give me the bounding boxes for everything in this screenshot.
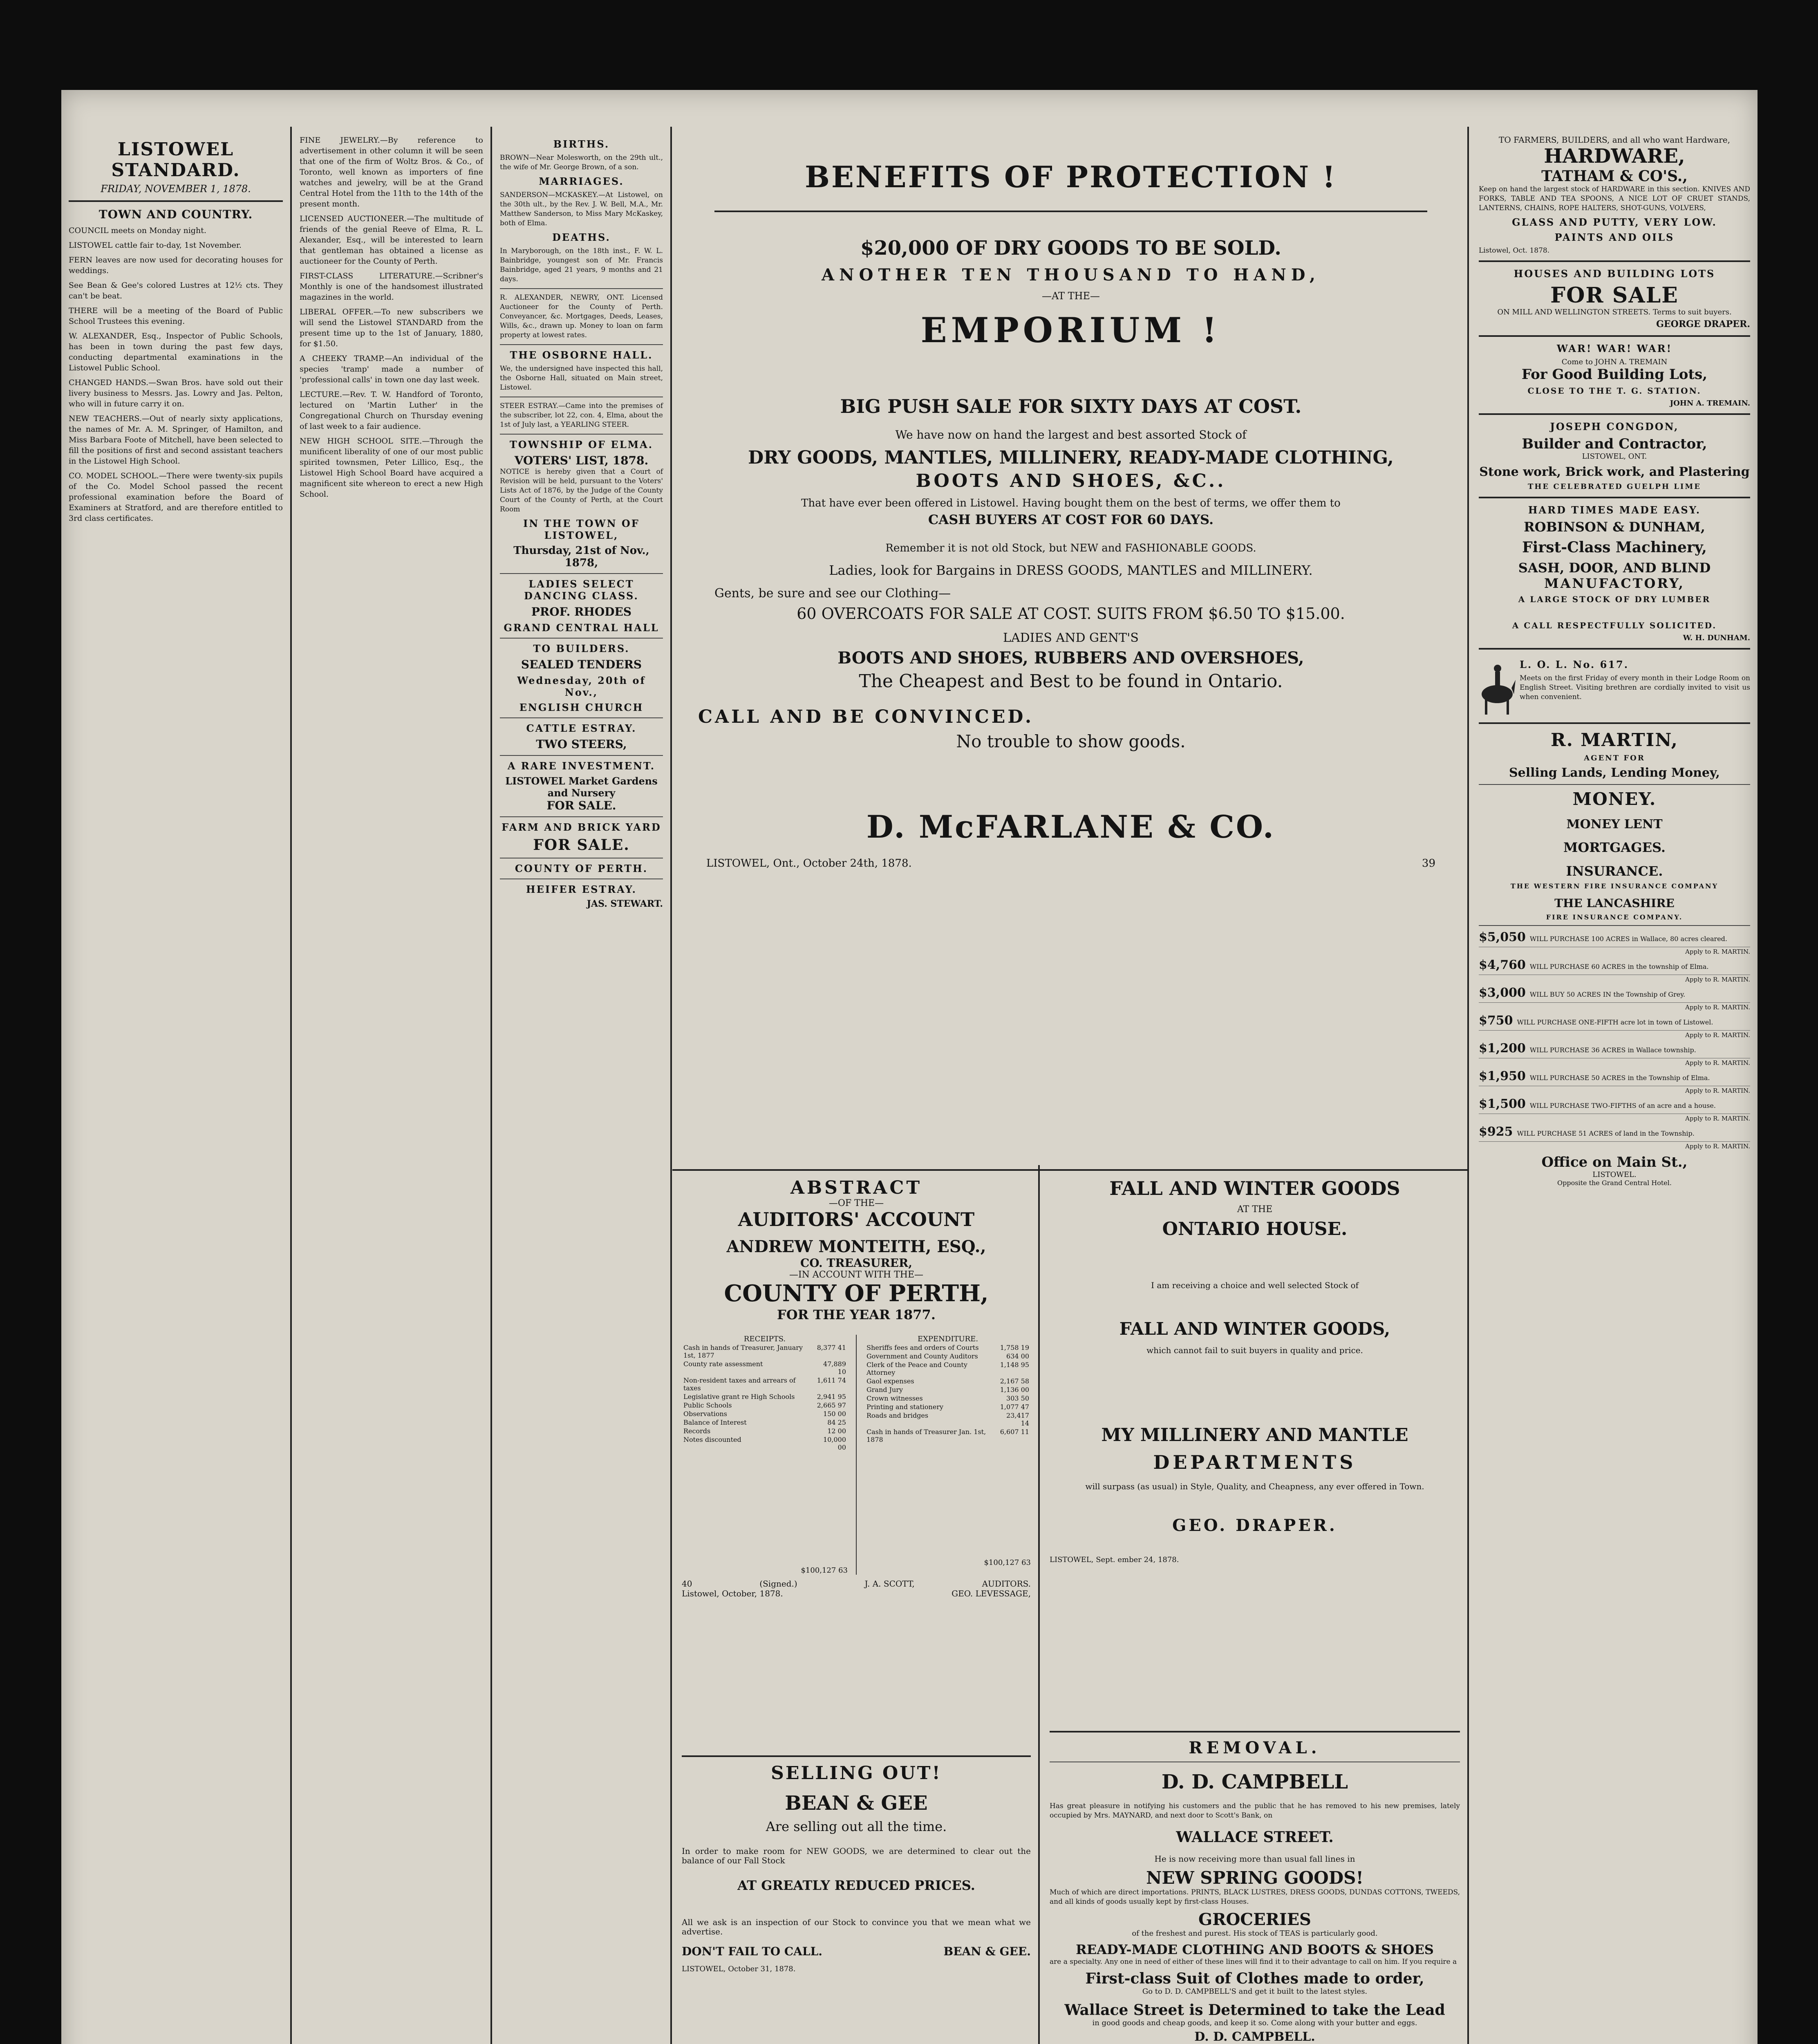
price-text: WILL PURCHASE 36 ACRES in Wallace township.: [1529, 1046, 1696, 1054]
ad-line: CASH BUYERS AT COST FOR 60 DAYS.: [928, 512, 1214, 527]
ad-line: of the freshest and purest. His stock of TEAS is particularly good.: [1132, 1929, 1378, 1938]
ad-title: MORTGAGES.: [1563, 840, 1666, 855]
ad-subheading: WAR! WAR! WAR!: [1556, 343, 1672, 354]
row-amount: 47,889 10: [823, 1360, 846, 1376]
abstract-line: COUNTY OF PERTH,: [724, 1280, 989, 1307]
dateline: FRIDAY, NOVEMBER 1, 1878.: [101, 183, 251, 195]
table-row: [682, 1410, 848, 1418]
row-label: Non-resident taxes and arrears of taxes: [683, 1376, 796, 1392]
ad-line: Come to JOHN A. TREMAIN: [1561, 358, 1668, 366]
notice: SANDERSON—MCKASKEY.—At Listowel, on the 30th ult., by the Rev. J. W. Bell, M.A., Mr. Matthew Sanderson, to Miss Mary McKaskey, both of Elma.: [500, 191, 663, 227]
news-item: FINE JEWELRY.—By reference to advertisement in other column it will be seen that one of the firm of Woltz Bros. & Co., of Toronto, well known as importers of fine watches and jewelry, will be at the Grand Central Hotel from the 11th to the 14th of the present month.: [300, 136, 483, 208]
price-amount: $1,500: [1479, 1097, 1526, 1111]
ad-title: BEAN & GEE: [785, 1792, 928, 1815]
ad-heading: THE OSBORNE HALL.: [510, 349, 653, 361]
ontario-house-ad: [1042, 1177, 1467, 1717]
ad-subheading: HARD TIMES MADE EASY.: [1528, 504, 1701, 516]
receipts-heading: RECEIPTS.: [743, 1335, 786, 1343]
ad-line: ANOTHER TEN THOUSAND TO HAND,: [822, 265, 1320, 285]
ad-line: TO FARMERS, BUILDERS, and all who want Hardware,: [1499, 135, 1730, 145]
ad-title: HARDWARE,: [1544, 145, 1685, 168]
ad-line: CALL AND BE CONVINCED.: [698, 706, 1034, 727]
row-label: County rate assessment: [683, 1360, 763, 1368]
mcfarlane-ad: [674, 135, 1467, 1165]
ad-line: That have ever been offered in Listowel. Having bought them on the best of terms, we offer them to: [801, 497, 1341, 509]
price-text: WILL PURCHASE 50 ACRES in the Township of Elma.: [1529, 1074, 1710, 1082]
ad-subheading: COUNTY OF PERTH.: [515, 863, 648, 874]
ad-title: MANUFACTORY,: [1544, 576, 1685, 591]
auditors-abstract: [674, 1177, 1038, 1741]
ad-text: NOTICE is hereby given that a Court of Revision will be held, pursuant to the Voters' Lists Act of 1876, by the Judge of the County Court of the County of Perth, at the Court Room: [500, 468, 663, 513]
ad-text: We, the undersigned have inspected this hall, the Osborne Hall, situated on Main street, Listowel.: [500, 365, 663, 392]
row-label: Government and County Auditors: [866, 1352, 978, 1360]
ad-title: DEPARTMENTS: [1153, 1451, 1357, 1473]
ad-subheading: REMOVAL.: [1189, 1738, 1321, 1757]
section-heading: TOWN AND COUNTRY.: [99, 208, 253, 221]
ad-subheading: PAINTS AND OILS: [1554, 231, 1675, 243]
price-item: [1479, 1125, 1750, 1142]
row-amount: 2,941 95: [817, 1393, 846, 1401]
ad-title: SASH, DOOR, AND BLIND: [1518, 560, 1711, 576]
table-row: [865, 1411, 1031, 1428]
price-text: WILL PURCHASE ONE-FIFTH acre lot in town of Listowel.: [1517, 1018, 1713, 1026]
ad-line: AT GREATLY REDUCED PRICES.: [737, 1878, 975, 1893]
ad-subheading: TOWNSHIP OF ELMA.: [509, 439, 654, 450]
price-amount: $4,760: [1479, 958, 1526, 972]
table-row: [865, 1352, 1031, 1360]
row-label: Crown witnesses: [866, 1394, 923, 1402]
column-rule: [1038, 1165, 1040, 2044]
ad-text: STEER ESTRAY.—Came into the premises of the subscriber, lot 22, con. 4, Elma, about the 1st of July last, a YEARLING STEER.: [500, 402, 663, 429]
column-rule: [490, 127, 492, 2044]
row-amount: 634 00: [1006, 1352, 1029, 1360]
horseman-icon: [1479, 655, 1516, 717]
ad-title: MONEY.: [1572, 789, 1657, 809]
news-item: A CHEEKY TRAMP.—An individual of the species 'tramp' made a number of 'professional calls' in town one day last week.: [300, 354, 483, 384]
ad-title: ROBINSON & DUNHAM,: [1524, 519, 1705, 535]
ad-subheading: A RARE INVESTMENT.: [507, 760, 656, 772]
ad-line: $20,000 OF DRY GOODS TO BE SOLD.: [860, 237, 1281, 260]
ad-line: Opposite the Grand Central Hotel.: [1557, 1179, 1672, 1187]
ad-heading: TWO STEERS,: [536, 737, 627, 751]
ad-text: All we ask is an inspection of our Stock to convince you that we mean what we advertise.: [682, 1917, 1031, 1936]
row-label: Observations: [683, 1410, 727, 1418]
table-row: [682, 1343, 848, 1360]
ad-line: BIG PUSH SALE FOR SIXTY DAYS AT COST.: [840, 395, 1302, 417]
ad-number: 39: [1422, 857, 1435, 870]
expenditure-total: $100,127 63: [984, 1558, 1031, 1567]
ad-subheading: GLASS AND PUTTY, VERY LOW.: [1512, 216, 1717, 228]
receipts-table: [682, 1343, 848, 1452]
price-item: [1479, 1013, 1750, 1031]
row-amount: 1,758 19: [1000, 1344, 1029, 1351]
firm-name: D. McFARLANE & CO.: [866, 809, 1276, 845]
ad-heading: PROF. RHODES: [531, 605, 632, 619]
ad-title: TATHAM & CO'S.,: [1541, 168, 1688, 185]
price-text: WILL PURCHASE 100 ACRES in Wallace, 80 acres cleared.: [1529, 935, 1727, 943]
row-amount: 23,417 14: [1006, 1412, 1029, 1427]
ad-title: Selling Lands, Lending Money,: [1509, 766, 1720, 780]
column-3: [493, 135, 670, 2044]
ad-signature: GEO. DRAPER.: [1172, 1516, 1337, 1535]
ad-line: LISTOWEL.: [1592, 1170, 1637, 1179]
price-text: WILL PURCHASE 60 ACRES in the township of Elma.: [1529, 963, 1709, 970]
ad-heading: FOR SALE.: [546, 799, 616, 812]
price-amount: $3,000: [1479, 986, 1526, 1000]
column-rule: [290, 127, 292, 2044]
masthead: LISTOWEL STANDARD.: [111, 139, 240, 181]
price-apply: Apply to R. MARTIN.: [1685, 1031, 1750, 1039]
news-item: LIBERAL OFFER.—To new subscribers we will send the Listowel STANDARD from the present time up to the 1st of January, 1880, for $1.50.: [300, 307, 483, 348]
news-item: CO. MODEL SCHOOL.—There were twenty-six pupils of the Co. Model School passed the recent professional examination before the Board of Examiners at Stratford, and are therefore entitled to 3rd class certificates.: [69, 471, 283, 523]
ad-line: LISTOWEL, ONT.: [1582, 452, 1647, 461]
row-amount: 1,148 95: [1000, 1361, 1029, 1369]
ad-title: WALLACE STREET.: [1176, 1829, 1334, 1846]
price-apply: Apply to R. MARTIN.: [1685, 1143, 1750, 1150]
news-item: NEW HIGH SCHOOL SITE.—Through the munificent liberality of one of our most public spirited townsmen, Peter Lillico, Esq., the Listowel High School Board have acquired a magnificent site whereon to erect a new High School.: [300, 437, 483, 499]
table-row: [682, 1418, 848, 1427]
ad-line: ON MILL AND WELLINGTON STREETS. Terms to suit buyers.: [1497, 308, 1732, 316]
right-column: [1471, 135, 1758, 2044]
ad-text: Keep on hand the largest stock of HARDWARE in this section. KNIVES AND FORKS, TABLE AND TEA SPOONS, A NICE LOT OF CRUET STANDS, LANTERNS, CHAINS, ROPE HALTERS, SHOT-GUNS, VOLVERS,: [1479, 185, 1750, 212]
price-item: [1479, 958, 1750, 975]
ad-subheading: ENGLISH CHURCH: [519, 702, 644, 713]
ad-line: Ladies, look for Bargains in DRESS GOODS, MANTLES and MILLINERY.: [829, 563, 1313, 578]
abstract-line: CO. TREASURER,: [800, 1256, 912, 1270]
ad-dateline: Listowel, Oct. 1878.: [1479, 247, 1550, 255]
table-row: [682, 1376, 848, 1392]
row-amount: 10,000 00: [823, 1436, 846, 1451]
price-item: [1479, 1069, 1750, 1086]
ad-title: MY MILLINERY AND MANTLE: [1101, 1425, 1408, 1446]
price-apply: Apply to R. MARTIN.: [1685, 1087, 1750, 1094]
row-amount: 1,611 74: [817, 1376, 846, 1384]
news-item: See Bean & Gee's colored Lustres at 12½ cts. They can't be beat.: [69, 281, 283, 300]
ad-subheading: HOUSES AND BUILDING LOTS: [1514, 268, 1715, 280]
ad-title: For Good Building Lots,: [1521, 366, 1708, 383]
news-item: LISTOWEL cattle fair to-day, 1st November.: [69, 241, 242, 250]
news-item: FIRST-CLASS LITERATURE.—Scribner's Monthly is one of the handsomest illustrated magazines in the world.: [300, 271, 483, 302]
price-item: [1479, 1097, 1750, 1114]
ad-line: Gents, be sure and see our Clothing—: [714, 586, 951, 601]
ad-subheading: FIRE INSURANCE COMPANY.: [1546, 913, 1683, 921]
ad-line: He is now receiving more than usual fall lines in: [1154, 1854, 1355, 1864]
price-amount: $1,200: [1479, 1041, 1526, 1056]
ad-title: SELLING OUT!: [771, 1763, 942, 1784]
news-item: FERN leaves are now used for decorating houses for weddings.: [69, 256, 283, 275]
ad-title: BENEFITS OF PROTECTION !: [805, 159, 1337, 194]
row-label: Gaol expenses: [866, 1377, 914, 1385]
row-label: Sheriffs fees and orders of Courts: [866, 1344, 979, 1351]
news-item: CHANGED HANDS.—Swan Bros. have sold out their livery business to Messrs. Jas. Lowry and Jas. Pelton, who will in future carry it on.: [69, 378, 283, 408]
ad-title: INSURANCE.: [1566, 863, 1663, 879]
price-apply: Apply to R. MARTIN.: [1685, 976, 1750, 983]
campbell-ad: [1042, 1725, 1467, 2044]
signature: JAS. STEWART.: [587, 899, 663, 909]
ad-subheading: THE WESTERN FIRE INSURANCE COMPANY: [1510, 882, 1719, 890]
ad-dateline: LISTOWEL, October 31, 1878.: [682, 1965, 796, 1973]
table-row: [865, 1343, 1031, 1352]
ad-heading: Thursday, 21st of Nov., 1878,: [513, 545, 649, 569]
news-item: COUNCIL meets on Monday night.: [69, 226, 206, 235]
table-row: [865, 1377, 1031, 1385]
news-item: W. ALEXANDER, Esq., Inspector of Public Schools, has been in town during the past few days, conducting departmental examinations in the Listowel Public School.: [69, 332, 283, 372]
abstract-title: ABSTRACT: [790, 1177, 922, 1198]
ad-title: FOR SALE: [1550, 283, 1679, 308]
ad-line: I am receiving a choice and well selected Stock of: [1151, 1280, 1359, 1290]
row-label: Cash in hands of Treasurer, January 1st, 1877: [683, 1344, 803, 1359]
ad-subheading: CLOSE TO THE T. G. STATION.: [1527, 386, 1702, 396]
news-item: LECTURE.—Rev. T. W. Handford of Toronto, lectured on 'Martin Luther' in the Congregational Church on Thursday evening of last week to a fair audience.: [300, 390, 483, 431]
row-amount: 1,077 47: [1000, 1403, 1029, 1411]
ad-text: In order to make room for NEW GOODS, we are determined to clear out the balance of our Fall Stock: [682, 1846, 1031, 1865]
ad-signature: D. D. CAMPBELL.: [1194, 2030, 1315, 2044]
row-amount: 2,665 97: [817, 1401, 846, 1409]
ad-line: DON'T FAIL TO CALL.: [682, 1945, 823, 1958]
ad-line: AT THE: [1237, 1204, 1273, 1215]
ad-subheading: LADIES SELECT DANCING CLASS.: [524, 578, 639, 602]
abstract-line: AUDITORS' ACCOUNT: [738, 1208, 975, 1230]
ad-title: THE LANCASHIRE: [1554, 896, 1675, 910]
price-apply: Apply to R. MARTIN.: [1685, 1115, 1750, 1122]
ad-title: Office on Main St.,: [1541, 1154, 1688, 1170]
ad-subheading: FARM AND BRICK YARD: [502, 821, 661, 833]
abstract-number: 40: [682, 1579, 692, 1589]
price-amount: $1,950: [1479, 1069, 1526, 1083]
ad-subheading: THE CELEBRATED GUELPH LIME: [1528, 482, 1701, 491]
price-item: [1479, 986, 1750, 1003]
price-list: [1479, 930, 1750, 1150]
ad-line: BOOTS AND SHOES, &C..: [916, 471, 1226, 491]
ad-line: 60 OVERCOATS FOR SALE AT COST. SUITS FROM $6.50 TO $15.00.: [797, 605, 1345, 623]
ad-subheading: HEIFER ESTRAY.: [526, 883, 637, 895]
table-row: [865, 1403, 1031, 1411]
ad-title: FALL AND WINTER GOODS: [1109, 1177, 1400, 1199]
row-label: Public Schools: [683, 1401, 732, 1409]
abstract-line: ANDREW MONTEITH, ESQ.,: [726, 1237, 986, 1256]
price-text: WILL PURCHASE 51 ACRES of land in the Township.: [1517, 1130, 1695, 1137]
price-text: WILL PURCHASE TWO-FIFTHS of an acre and a house.: [1529, 1102, 1716, 1109]
price-apply: Apply to R. MARTIN.: [1685, 948, 1750, 955]
abstract-dated: Listowel, October, 1878.: [682, 1589, 783, 1598]
table-row: [682, 1427, 848, 1435]
ad-text: are a specialty. Any one in need of either of these lines will find it to their advantage to call on him. If you require a: [1050, 1958, 1457, 1966]
price-item: [1479, 930, 1750, 947]
price-apply: Apply to R. MARTIN.: [1685, 1004, 1750, 1011]
row-amount: 2,167 58: [1000, 1377, 1029, 1385]
price-apply: Apply to R. MARTIN.: [1685, 1059, 1750, 1067]
ad-heading: VOTERS' LIST, 1878.: [514, 454, 649, 467]
section-rule: [672, 1169, 1467, 1171]
ad-title: D. D. CAMPBELL: [1162, 1771, 1348, 1793]
ad-subheading: L. O. L. No. 617.: [1520, 659, 1629, 670]
deaths-heading: DEATHS.: [552, 231, 611, 243]
abstract-line: FOR THE YEAR 1877.: [777, 1307, 936, 1322]
ad-line: Go to D. D. CAMPBELL'S and get it built to the latest styles.: [1142, 1987, 1368, 1996]
receipts-total: $100,127 63: [801, 1566, 848, 1575]
ad-line: We have now on hand the largest and best assorted Stock of: [895, 428, 1247, 442]
marriages-heading: MARRIAGES.: [539, 175, 624, 187]
ad-title: Wallace Street is Determined to take the Lead: [1064, 2001, 1445, 2019]
row-label: Clerk of the Peace and County Attorney: [866, 1361, 967, 1376]
table-row: [865, 1385, 1031, 1394]
ad-heading: FOR SALE.: [533, 836, 630, 854]
ad-title: READY-MADE CLOTHING AND BOOTS & SHOES: [1076, 1942, 1434, 1957]
abstract-sig: GEO. LEVESSAGE,: [952, 1589, 1031, 1598]
table-row: [865, 1428, 1031, 1444]
ad-text: Much of which are direct importations. PRINTS, BLACK LUSTRES, DRESS GOODS, DUNDAS COTTONS, TWEEDS, and all kinds of goods usually kept by first-class Houses.: [1050, 1888, 1460, 1906]
ad-line: in good goods and cheap goods, and keep it so. Come along with your butter and eggs.: [1092, 2019, 1417, 2027]
price-item: [1479, 1041, 1750, 1058]
table-row: [682, 1360, 848, 1376]
price-amount: $750: [1479, 1013, 1513, 1028]
ad-title: NEW SPRING GOODS!: [1146, 1868, 1364, 1888]
expenditure-heading: EXPENDITURE.: [917, 1335, 978, 1343]
ad-subheading: A CALL RESPECTFULLY SOLICITED.: [1512, 621, 1717, 630]
births-heading: BIRTHS.: [553, 138, 610, 150]
abstract-sig: AUDITORS.: [982, 1579, 1031, 1589]
ad-subheading: GRAND CENTRAL HALL: [504, 622, 659, 634]
table-row: [682, 1435, 848, 1452]
price-amount: $925: [1479, 1125, 1513, 1139]
ad-line: LADIES AND GENT'S: [1003, 631, 1139, 645]
row-amount: 150 00: [823, 1410, 846, 1418]
row-label: Notes discounted: [683, 1436, 741, 1443]
abstract-line: —OF THE—: [828, 1198, 884, 1208]
row-label: Grand Jury: [866, 1386, 903, 1394]
table-row: [865, 1394, 1031, 1403]
column-1: [61, 135, 290, 2044]
row-amount: 6,607 11: [1000, 1428, 1029, 1436]
news-item: NEW TEACHERS.—Out of nearly sixty applications, the names of Mr. A. M. Springer, of Hamilton, and Miss Barbara Foote of Mitchell, have been selected to fill the positions of first and second assistant teachers in the Listowel High School.: [69, 414, 283, 466]
column-rule: [1467, 127, 1469, 2044]
notice: In Maryborough, on the 18th inst., F. W. L. Bainbridge, youngest son of Mr. Francis Bainbridge, aged 21 years, 9 months and 21 days.: [500, 247, 663, 283]
ad-line: No trouble to show goods.: [956, 731, 1186, 751]
row-label: Legislative grant re High Schools: [683, 1393, 795, 1401]
ad-subheading: JOSEPH CONGDON,: [1550, 421, 1679, 433]
ad-line: which cannot fail to suit buyers in quality and price.: [1146, 1345, 1363, 1355]
row-amount: 1,136 00: [1000, 1386, 1029, 1394]
ad-subheading: IN THE TOWN OF LISTOWEL,: [523, 518, 640, 541]
news-item: LICENSED AUCTIONEER.—The multitude of friends of the genial Reeve of Elma, R. L. Alexander, Esq., will be interested to learn that gentleman has obtained a license as auctioneer for the County of Perth.: [300, 214, 483, 266]
expenditure-table: [865, 1343, 1031, 1444]
price-text: WILL BUY 50 ACRES IN the Township of Grey.: [1529, 991, 1686, 998]
row-amount: 12 00: [827, 1427, 846, 1435]
row-amount: 84 25: [827, 1419, 846, 1426]
ad-line: DRY GOODS, MANTLES, MILLINERY, READY-MADE CLOTHING,: [748, 447, 1394, 468]
row-amount: 8,377 41: [817, 1344, 846, 1351]
ad-title: MONEY LENT: [1566, 817, 1663, 831]
abstract-line: —IN ACCOUNT WITH THE—: [789, 1270, 924, 1280]
signature: GEORGE DRAPER.: [1656, 319, 1750, 329]
ad-subheading: CATTLE ESTRAY.: [526, 722, 637, 734]
ad-title: Builder and Contractor,: [1522, 436, 1707, 452]
ad-title: First-class Suit of Clothes made to order,: [1085, 1970, 1424, 1987]
ad-text: R. ALEXANDER, NEWRY, ONT. Licensed Auctioneer for the County of Perth. Conveyancer, &c. Mortgages, Deeds, Leases, Wills, &c., drawn up. Money to loan on farm property at lowest rates.: [500, 294, 663, 339]
ad-line: BOOTS AND SHOES, RUBBERS AND OVERSHOES,: [837, 648, 1304, 668]
ad-title: FALL AND WINTER GOODS,: [1119, 1319, 1390, 1339]
ad-text: Meets on the first Friday of every month in their Lodge Room on English Street. Visiting brethren are cordially invited to visit us when convenient.: [1520, 674, 1750, 701]
column-2: [292, 135, 490, 2044]
ad-dateline: LISTOWEL, Sept. ember 24, 1878.: [1050, 1555, 1179, 1564]
notice: BROWN—Near Molesworth, on the 29th ult., the wife of Mr. George Brown, of a son.: [500, 154, 663, 171]
abstract-signed: (Signed.): [759, 1579, 797, 1589]
ad-line: The Cheapest and Best to be found in Ontario.: [859, 671, 1283, 692]
newspaper-page: [61, 90, 1758, 2044]
ad-heading: LISTOWEL Market Gardens and Nursery: [505, 775, 658, 799]
ad-line: Remember it is not old Stock, but NEW and FASHIONABLE GOODS.: [885, 542, 1256, 554]
emporium-title: EMPORIUM !: [920, 310, 1221, 350]
ad-subheading: Wednesday, 20th of Nov.,: [517, 675, 646, 698]
ad-title: ONTARIO HOUSE.: [1162, 1219, 1348, 1239]
ad-subheading: A LARGE STOCK OF DRY LUMBER: [1518, 594, 1711, 604]
signature: BEAN & GEE.: [943, 1945, 1031, 1958]
column-rule: [670, 127, 672, 2044]
table-row: [865, 1360, 1031, 1377]
ad-subheading: AGENT FOR: [1584, 754, 1645, 762]
ad-title: GROCERIES: [1198, 1910, 1311, 1929]
ad-text: Has great pleasure in notifying his customers and the public that he has removed to his new premises, lately occupied by Mrs. MAYNARD, and next door to Scott's Bank, on: [1050, 1802, 1460, 1820]
table-row: [682, 1401, 848, 1410]
row-label: Balance of Interest: [683, 1419, 747, 1426]
ad-line: Are selling out all the time.: [766, 1819, 947, 1834]
ad-dateline: LISTOWEL, Ont., October 24th, 1878.: [706, 857, 912, 870]
ad-line: —AT THE—: [1041, 290, 1100, 302]
ad-title: First-Class Machinery,: [1522, 539, 1707, 556]
row-label: Roads and bridges: [866, 1412, 929, 1419]
ad-subheading: TO BUILDERS.: [533, 643, 630, 654]
signature: W. H. DUNHAM.: [1683, 634, 1750, 642]
price-amount: $5,050: [1479, 930, 1526, 944]
row-label: Printing and stationery: [866, 1403, 944, 1411]
row-label: Cash in hands of Treasurer Jan. 1st, 1878: [866, 1428, 986, 1443]
news-item: THERE will be a meeting of the Board of Public School Trustees this evening.: [69, 306, 283, 326]
row-label: Records: [683, 1427, 711, 1435]
ad-heading: SEALED TENDERS: [521, 658, 642, 671]
ad-title: Stone work, Brick work, and Plastering: [1479, 465, 1750, 479]
bean-gee-ad: [674, 1750, 1038, 2044]
signature: JOHN A. TREMAIN.: [1670, 399, 1750, 408]
ad-title: R. MARTIN,: [1551, 730, 1678, 751]
table-row: [682, 1392, 848, 1401]
row-amount: 303 50: [1006, 1394, 1029, 1402]
abstract-sig: J. A. SCOTT,: [864, 1579, 915, 1589]
ad-line: will surpass (as usual) in Style, Quality, and Cheapness, any ever offered in Town.: [1085, 1481, 1424, 1491]
